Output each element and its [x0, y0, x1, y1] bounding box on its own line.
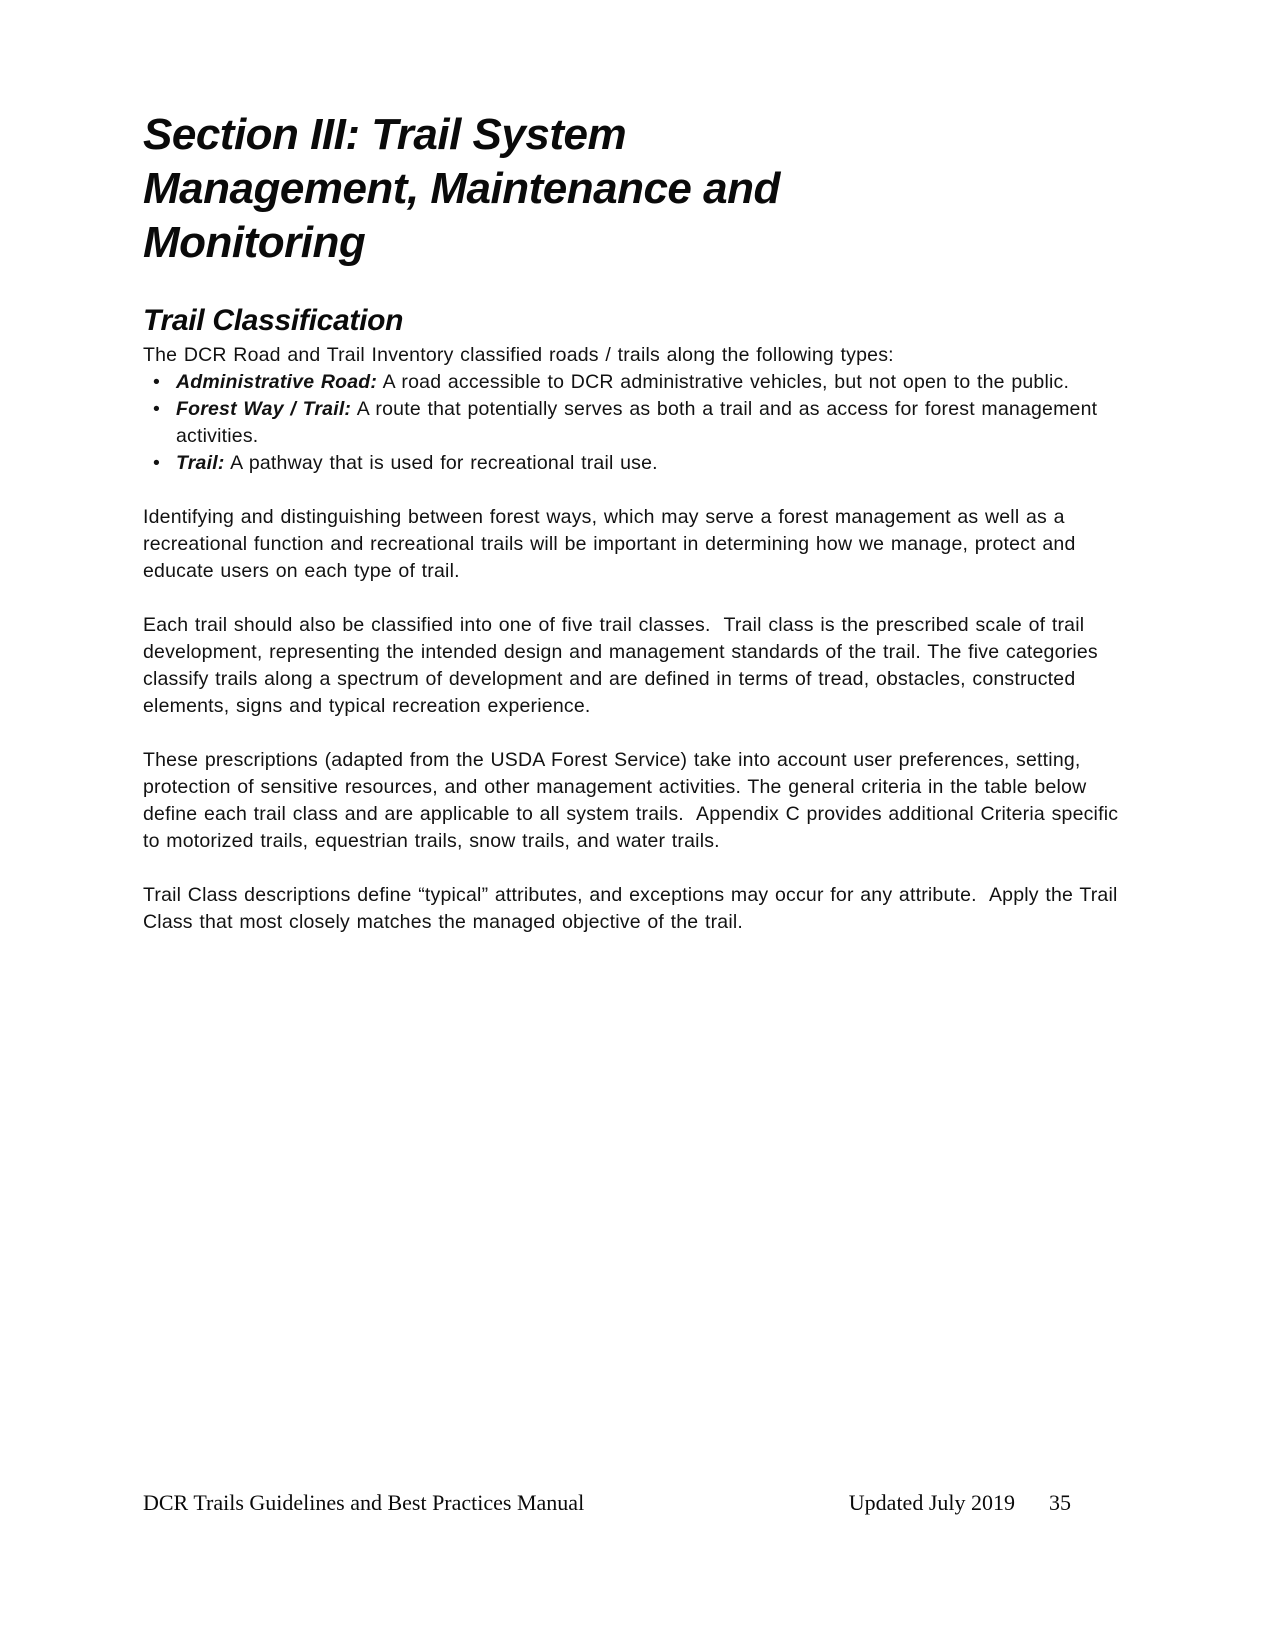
- trail-type-term: Administrative Road:: [176, 371, 378, 393]
- list-item: [143, 396, 1138, 450]
- paragraph: Identifying and distinguishing between forest ways, which may serve a forest management as well as a recreational function and recreational trails will be important in determining how we manage, protect and educate users on each type of trail.: [143, 506, 1083, 582]
- paragraph: Each trail should also be classified into one of five trail classes. Trail class is the prescribed scale of trail development, representing the intended design and management standards of the trail. The five categories classify trails along a spectrum of development and are defined in terms of tread, obstacles, constructed elements, signs and typical recreation experience.: [143, 614, 1105, 717]
- trail-type-entry: [176, 396, 1138, 450]
- trail-type-term: Trail:: [176, 452, 225, 474]
- section-title-line-2: Management, Maintenance and: [143, 164, 780, 213]
- trail-type-term: Forest Way / Trail:: [176, 398, 352, 420]
- paragraph: Trail Class descriptions define “typical” attributes, and exceptions may occur for any attribute. Apply the Trail Class that most closely matches the managed objective of the trail.: [143, 884, 1125, 933]
- trail-type-desc: A pathway that is used for recreational trail use.: [230, 452, 658, 474]
- footer-page-number: 35: [1049, 1490, 1071, 1515]
- intro-paragraph: The DCR Road and Trail Inventory classified roads / trails along the following types:: [143, 344, 894, 366]
- paragraph: These prescriptions (adapted from the USDA Forest Service) take into account user preferences, setting, protection of sensitive resources, and other management activities. The general criteria in the table below define each trail class and are applicable to all system trails. Appendix C provides additional Criteria specific to motorized trails, equestrian trails, snow trails, and water trails.: [143, 749, 1125, 852]
- section-title: [143, 108, 1138, 270]
- footer-right: [849, 1490, 1071, 1516]
- list-item: [143, 369, 1138, 396]
- bullet-icon: •: [153, 452, 161, 474]
- list-item: [143, 450, 1138, 477]
- bullet-icon: •: [153, 371, 161, 393]
- trail-type-desc: A road accessible to DCR administrative vehicles, but not open to the public.: [382, 371, 1070, 393]
- trail-type-list: [143, 369, 1138, 477]
- page-content: [143, 108, 1138, 963]
- trail-type-entry: [176, 450, 1138, 477]
- section-title-line-3: Monitoring: [143, 218, 366, 267]
- footer-updated-date: Updated July 2019: [848, 1490, 1015, 1515]
- subsection-title: Trail Classification: [143, 304, 404, 337]
- footer-document-title: DCR Trails Guidelines and Best Practices Manual: [143, 1490, 585, 1515]
- section-title-line-1: Section III: Trail System: [143, 110, 627, 159]
- trail-type-entry: [176, 369, 1138, 396]
- body-text: [143, 342, 1138, 936]
- page-footer: [143, 1490, 1071, 1516]
- bullet-icon: •: [153, 398, 161, 420]
- trail-type-desc: A route that potentially serves as both a trail and as access for forest management activities.: [176, 398, 1104, 447]
